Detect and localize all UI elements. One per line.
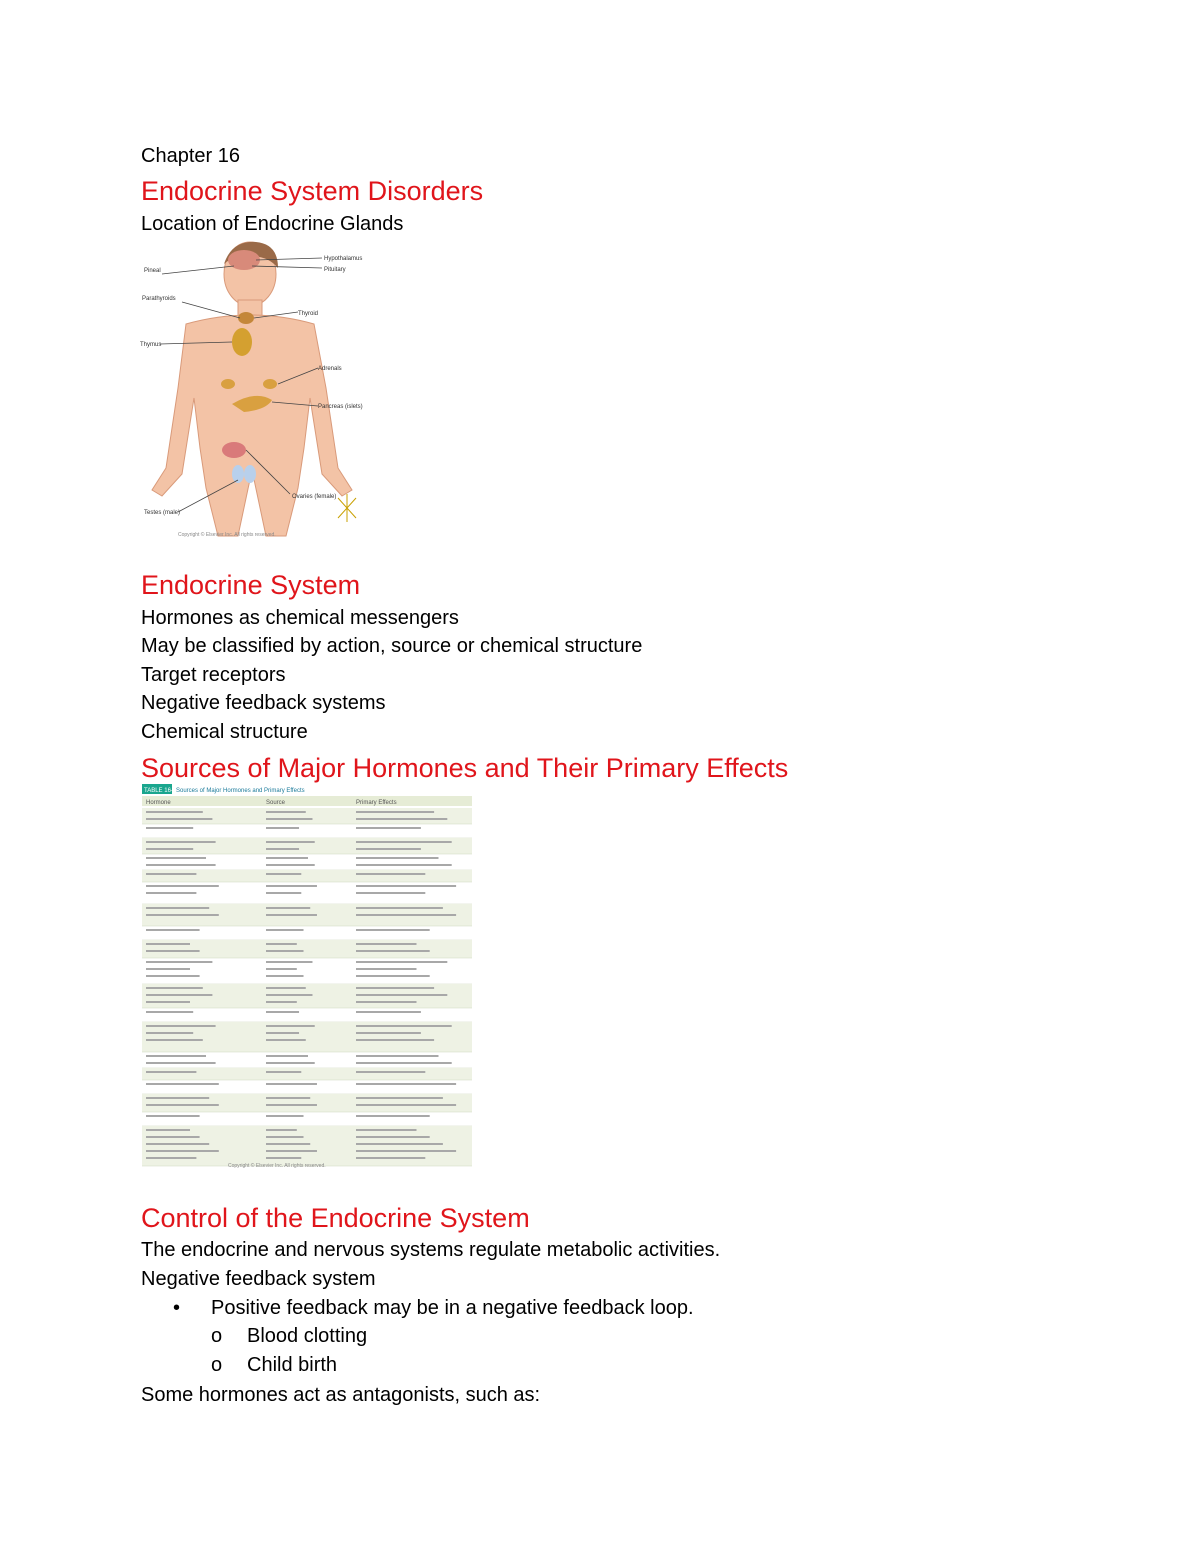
table-cell-text xyxy=(356,885,456,887)
figure-label: Testes (male) xyxy=(144,510,181,516)
figure-credit: Copyright © Elsevier Inc. All rights reserved. xyxy=(178,532,276,538)
table-row-band xyxy=(142,870,472,882)
table-cell-text xyxy=(266,848,299,850)
table-cell-text xyxy=(356,1136,430,1138)
table-cell-text xyxy=(266,950,304,952)
hormone-table-figure xyxy=(142,784,472,1170)
table-cell-text xyxy=(266,907,310,909)
table-cell-text xyxy=(356,943,417,945)
sub-bullet-item: Child birth xyxy=(247,1354,338,1376)
table-cell-text xyxy=(266,968,297,970)
figure-label: Hypothalamus xyxy=(324,256,363,262)
table-cell-text xyxy=(356,864,452,866)
table-cell-text xyxy=(356,811,434,813)
table-cell-text xyxy=(146,1136,200,1138)
table-cell-text xyxy=(266,929,304,931)
table-tag: TABLE 16-1 xyxy=(144,788,177,794)
figure-label: Thyroid xyxy=(298,311,319,317)
table-cell-text xyxy=(356,873,425,875)
table-cell-text xyxy=(146,987,203,989)
bullet-item: Positive feedback may be in a negative feedback loop. xyxy=(211,1297,694,1319)
table-row-band xyxy=(142,1094,472,1112)
table-cell-text xyxy=(266,961,312,963)
table-cell-text xyxy=(266,1001,297,1003)
table-cell-text xyxy=(266,1025,315,1027)
table-cell-text xyxy=(356,1143,443,1145)
text-line: Hormones as chemical messengers xyxy=(141,607,459,629)
table-cell-text xyxy=(266,943,297,945)
table-cell-text xyxy=(356,1104,456,1106)
table-cell-text xyxy=(266,1062,315,1064)
sub-bullet-item: Blood clotting xyxy=(247,1325,368,1347)
table-column-header: Primary Effects xyxy=(356,800,397,806)
table-cell-text xyxy=(356,827,421,829)
table-cell-text xyxy=(356,848,421,850)
ovary-gland xyxy=(222,442,246,458)
thymus-gland xyxy=(232,328,252,356)
table-row-band xyxy=(142,940,472,958)
table-cell-text xyxy=(146,907,209,909)
table-cell-text xyxy=(356,1157,425,1159)
table-cell-text xyxy=(266,873,301,875)
bullet-icon: • xyxy=(173,1297,181,1319)
table-cell-text xyxy=(146,994,212,996)
table-cell-text xyxy=(266,914,317,916)
table-cell-text xyxy=(146,841,216,843)
text-line: Target receptors xyxy=(141,664,286,686)
table-cell-text xyxy=(146,885,219,887)
text-line: May be classified by action, source or chemical structure xyxy=(141,635,643,657)
section-heading-sources: Sources of Major Hormones and Their Primary Effects xyxy=(141,753,789,783)
text-line: The endocrine and nervous systems regulate metabolic activities. xyxy=(141,1239,721,1261)
text-line: Negative feedback system xyxy=(141,1268,376,1290)
figure-label: Pituitary xyxy=(324,267,346,273)
table-cell-text xyxy=(356,1083,456,1085)
table-cell-text xyxy=(146,892,196,894)
table-cell-text xyxy=(356,1115,430,1117)
table-caption: Sources of Major Hormones and Primary Effects xyxy=(176,788,305,794)
table-column-header: Hormone xyxy=(146,800,171,806)
table-cell-text xyxy=(146,968,190,970)
table-column-header: Source xyxy=(266,800,286,806)
figure-label: Adrenals xyxy=(318,366,342,372)
text-line: Negative feedback systems xyxy=(141,692,386,714)
table-credit: Copyright © Elsevier Inc. All rights reserved. xyxy=(228,1163,326,1169)
table-cell-text xyxy=(356,841,452,843)
table-cell-text xyxy=(146,1025,216,1027)
table-row-band xyxy=(142,808,472,824)
table-cell-text xyxy=(266,1071,301,1073)
figure-label: Parathyroids xyxy=(142,296,176,302)
table-cell-text xyxy=(356,994,447,996)
table-cell-text xyxy=(146,975,200,977)
table-cell-text xyxy=(356,892,425,894)
table-cell-text xyxy=(356,1055,439,1057)
figure-label: Ovaries (female) xyxy=(292,494,337,500)
table-cell-text xyxy=(266,1083,317,1085)
testes-gland xyxy=(244,465,256,483)
table-cell-text xyxy=(146,1071,196,1073)
table-cell-text xyxy=(356,1001,417,1003)
table-cell-text xyxy=(356,975,430,977)
table-cell-text xyxy=(146,1157,196,1159)
table-cell-text xyxy=(266,1055,308,1057)
table-cell-text xyxy=(266,1136,304,1138)
table-cell-text xyxy=(356,1129,417,1131)
table-cell-text xyxy=(146,811,203,813)
table-cell-text xyxy=(266,827,299,829)
thyroid-gland xyxy=(238,312,254,324)
text-line: Some hormones act as antagonists, such as: xyxy=(141,1384,541,1406)
table-cell-text xyxy=(266,857,308,859)
table-cell-text xyxy=(356,1011,421,1013)
table-cell-text xyxy=(266,1011,299,1013)
table-cell-text xyxy=(266,841,315,843)
table-cell-text xyxy=(146,827,193,829)
circle-bullet-icon: o xyxy=(211,1325,223,1347)
table-cell-text xyxy=(356,1032,421,1034)
table-cell-text xyxy=(266,811,306,813)
table-cell-text xyxy=(146,1055,206,1057)
table-cell-text xyxy=(266,1129,297,1131)
table-cell-text xyxy=(356,1062,452,1064)
section-heading-endocrine: Endocrine System xyxy=(141,570,361,600)
adrenal-gland xyxy=(221,379,235,389)
table-row-band xyxy=(142,838,472,854)
figure-label: Thymus xyxy=(140,342,162,348)
table-cell-text xyxy=(356,914,456,916)
table-cell-text xyxy=(146,1129,190,1131)
table-cell-text xyxy=(266,1115,304,1117)
table-cell-text xyxy=(146,1062,216,1064)
table-cell-text xyxy=(266,987,306,989)
table-cell-text xyxy=(146,1001,190,1003)
table-cell-text xyxy=(146,818,212,820)
table-cell-text xyxy=(146,961,212,963)
table-cell-text xyxy=(356,987,434,989)
table-cell-text xyxy=(356,950,430,952)
table-cell-text xyxy=(266,975,304,977)
table-cell-text xyxy=(266,994,312,996)
table-row-band xyxy=(142,1126,472,1166)
table-header-row xyxy=(142,796,472,806)
table-cell-text xyxy=(356,929,430,931)
table-cell-text xyxy=(356,1025,452,1027)
table-cell-text xyxy=(266,892,301,894)
table-cell-text xyxy=(146,848,193,850)
table-cell-text xyxy=(146,857,206,859)
table-cell-text xyxy=(146,914,219,916)
table-cell-text xyxy=(146,1104,219,1106)
table-cell-text xyxy=(356,818,447,820)
table-cell-text xyxy=(266,818,312,820)
table-cell-text xyxy=(146,1150,219,1152)
table-cell-text xyxy=(146,1011,193,1013)
table-cell-text xyxy=(356,1097,443,1099)
table-cell-text xyxy=(146,873,196,875)
table-cell-text xyxy=(146,929,200,931)
table-cell-text xyxy=(356,907,443,909)
table-cell-text xyxy=(146,950,200,952)
table-cell-text xyxy=(356,1071,425,1073)
table-cell-text xyxy=(356,857,439,859)
table-cell-text xyxy=(266,1032,299,1034)
hypothalamus-region xyxy=(228,250,260,270)
page-title: Endocrine System Disorders xyxy=(141,176,484,206)
table-cell-text xyxy=(146,1083,219,1085)
table-cell-text xyxy=(356,1039,434,1041)
table-cell-text xyxy=(266,1039,306,1041)
table-cell-text xyxy=(266,1104,317,1106)
location-caption: Location of Endocrine Glands xyxy=(141,213,404,235)
table-cell-text xyxy=(146,1097,209,1099)
endocrine-glands-figure xyxy=(138,238,370,540)
table-cell-text xyxy=(266,1097,310,1099)
table-cell-text xyxy=(266,1143,310,1145)
table-cell-text xyxy=(266,864,315,866)
table-cell-text xyxy=(146,1039,203,1041)
chapter-label: Chapter 16 xyxy=(141,145,240,167)
table-cell-text xyxy=(146,1115,200,1117)
table-cell-text xyxy=(356,968,417,970)
table-cell-text xyxy=(146,1143,209,1145)
section-heading-control: Control of the Endocrine System xyxy=(141,1203,530,1233)
circle-bullet-icon: o xyxy=(211,1354,223,1376)
table-cell-text xyxy=(266,1150,317,1152)
table-cell-text xyxy=(146,943,190,945)
adrenal-gland xyxy=(263,379,277,389)
figure-label: Pineal xyxy=(144,268,161,274)
table-cell-text xyxy=(356,1150,456,1152)
table-cell-text xyxy=(146,864,216,866)
table-cell-text xyxy=(266,885,317,887)
table-cell-text xyxy=(356,961,447,963)
table-cell-text xyxy=(266,1157,301,1159)
figure-label: Pancreas (islets) xyxy=(318,404,363,410)
table-row-band xyxy=(142,1068,472,1080)
table-cell-text xyxy=(146,1032,193,1034)
text-line: Chemical structure xyxy=(141,721,308,743)
